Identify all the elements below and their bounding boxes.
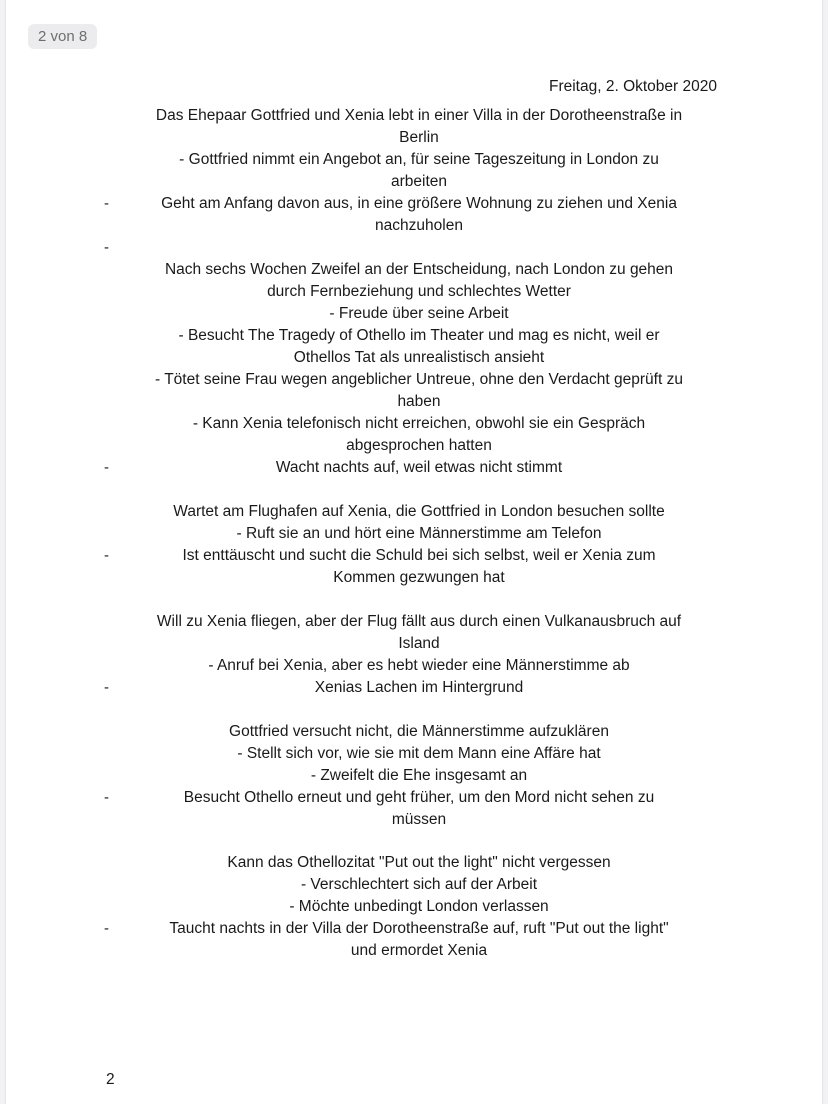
bullet-dash: -: [104, 789, 109, 806]
text-line: Nach sechs Wochen Zweifel an der Entscheidung, nach London zu gehen: [164, 261, 674, 278]
text-line: Kommen gezwungen hat: [333, 569, 505, 586]
text-line: Othellos Tat als unrealistisch ansieht: [293, 349, 545, 366]
page-number: 2: [106, 1071, 115, 1088]
bullet-dash: -: [104, 459, 109, 476]
text-line: haben: [397, 393, 441, 410]
text-line: Besucht Othello erneut und geht früher, um den Mord nicht sehen zu: [183, 789, 655, 806]
text-line: Island: [398, 635, 440, 652]
text-line: - Ruft sie an und hört eine Männerstimme am Telefon: [236, 525, 602, 542]
text-line: Wacht nachts auf, weil etwas nicht stimmt: [275, 459, 563, 476]
bullet-dash: -: [104, 239, 109, 256]
text-line: Wartet am Flughafen auf Xenia, die Gottfried in London besuchen sollte: [173, 503, 665, 520]
text-line: - Stellt sich vor, wie sie mit dem Mann eine Affäre hat: [237, 745, 601, 762]
bullet-dash: -: [104, 679, 109, 696]
bullet-dash: -: [104, 195, 109, 212]
bullet-dash: -: [104, 547, 109, 564]
text-line: Berlin: [399, 129, 439, 146]
text-line: - Freude über seine Arbeit: [329, 305, 509, 322]
document-date: Freitag, 2. Oktober 2020: [548, 78, 717, 95]
page-counter-badge: 2 von 8: [28, 24, 97, 49]
text-line: Xenias Lachen im Hintergrund: [314, 679, 524, 696]
text-line: Ist enttäuscht und sucht die Schuld bei sich selbst, weil er Xenia zum: [182, 547, 656, 564]
text-line: müssen: [391, 811, 447, 828]
text-line: - Tötet seine Frau wegen angeblicher Untreue, ohne den Verdacht geprüft zu: [155, 371, 683, 388]
text-line: - Möchte unbedingt London verlassen: [289, 898, 549, 915]
bullet-dash: -: [104, 920, 109, 937]
document-page: [6, 0, 822, 1104]
text-line: arbeiten: [390, 173, 447, 190]
text-line: abgesprochen hatten: [346, 437, 492, 454]
text-line: Will zu Xenia fliegen, aber der Flug fällt aus durch einen Vulkanausbruch auf: [156, 613, 682, 630]
text-line: - Kann Xenia telefonisch nicht erreichen, obwohl sie ein Gespräch: [192, 415, 646, 432]
text-line: Taucht nachts in der Villa der Dorotheenstraße auf, ruft "Put out the light": [169, 920, 669, 937]
text-line: - Besucht The Tragedy of Othello im Theater und mag es nicht, weil er: [178, 327, 660, 344]
text-line: und ermordet Xenia: [350, 942, 488, 959]
text-line: - Gottfried nimmt ein Angebot an, für seine Tageszeitung in London zu: [179, 151, 659, 168]
text-line: Geht am Anfang davon aus, in eine größere Wohnung zu ziehen und Xenia: [161, 195, 677, 212]
text-line: nachzuholen: [375, 217, 463, 234]
text-line: - Zweifelt die Ehe insgesamt an: [310, 767, 528, 784]
text-line: durch Fernbeziehung und schlechtes Wetter: [267, 283, 571, 300]
text-line: Kann das Othellozitat "Put out the light" nicht vergessen: [227, 854, 611, 871]
text-line: - Verschlechtert sich auf der Arbeit: [300, 876, 538, 893]
text-line: - Anruf bei Xenia, aber es hebt wieder eine Männerstimme ab: [208, 657, 630, 674]
text-line: Das Ehepaar Gottfried und Xenia lebt in einer Villa in der Dorotheenstraße in: [155, 107, 683, 124]
text-line: Gottfried versucht nicht, die Männerstimme aufzuklären: [229, 723, 609, 740]
